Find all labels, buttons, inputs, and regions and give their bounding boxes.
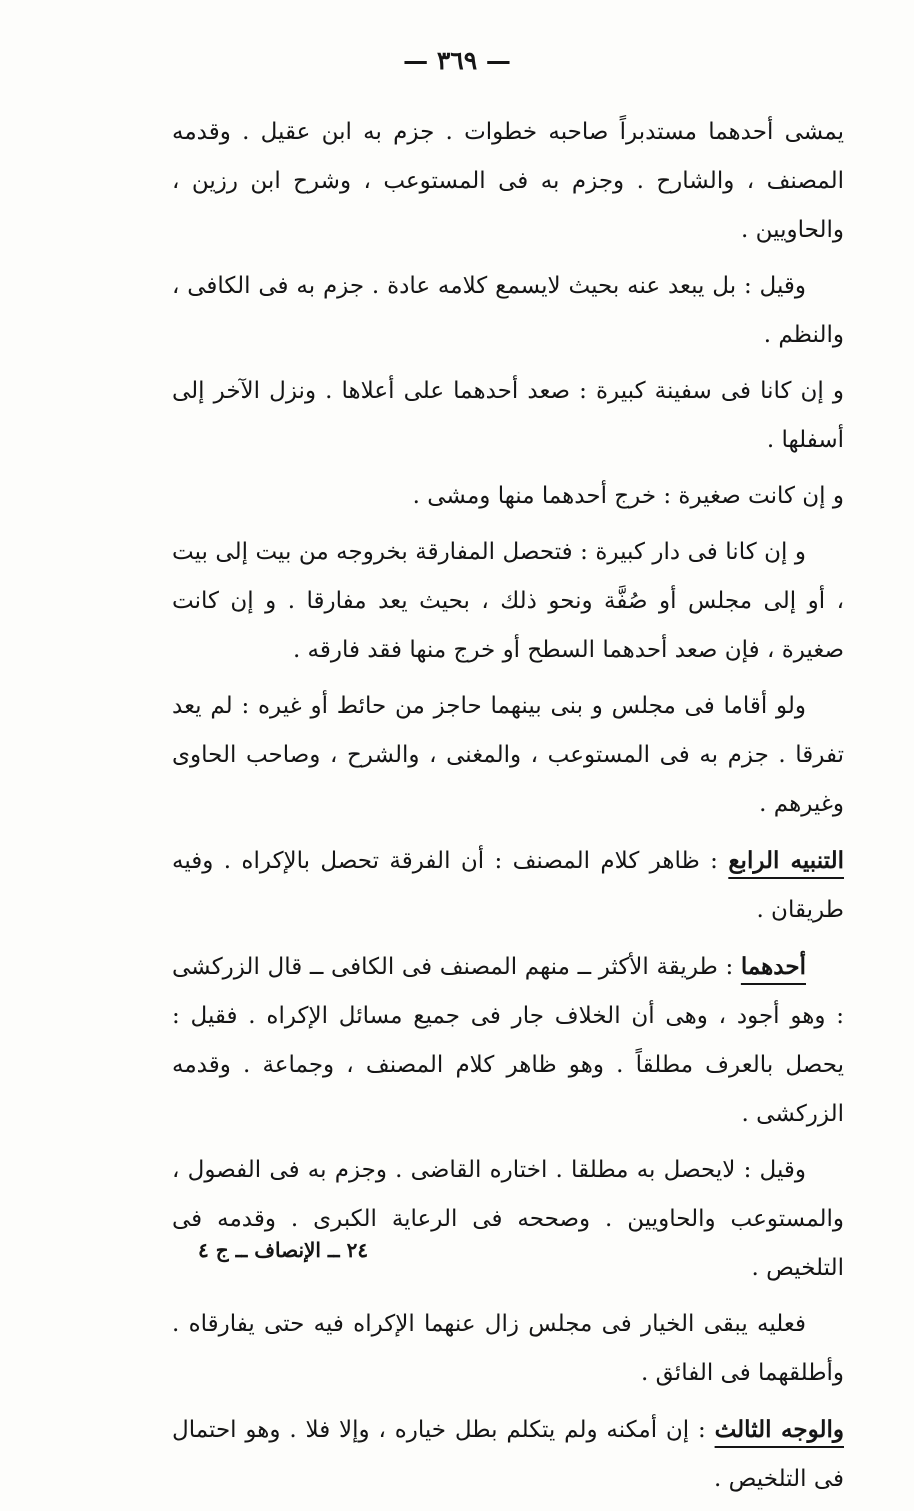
paragraph-7: التنبيه الرابع : ظاهر كلام المصنف : أن الفرقة تحصل بالإكراه . وفيه طريقان . <box>172 847 844 923</box>
signature-mark: ٢٤ ــ الإنصاف ــ ج ٤ <box>198 1238 369 1262</box>
paragraph-11: والوجه الثالث : إن أمكنه ولم يتكلم بطل خياره ، وإلا فلا . وهو احتمال فى التلخيص . <box>172 1416 844 1492</box>
paragraph-6: ولو أقاما فى مجلس و بنى بينهما حاجز من حائط أو غيره : لم يعد تفرقا . جزم به فى المستوعب ، والمغنى ، والشرح ، وصاحب الحاوى وغيرهم . <box>172 693 844 817</box>
paragraph-9: وقيل : لايحصل به مطلقا . اختاره القاضى . وجزم به فى الفصول ، والمستوعب والحاويين . وصححه فى الرعاية الكبرى . وقدمه فى التلخيص . <box>172 1157 844 1281</box>
paragraph-8: أحدهما : طريقة الأكثر ــ منهم المصنف فى الكافى ــ قال الزركشى : وهو أجود ، وهى أن الخلاف جار فى جميع مسائل الإكراه . فقيل : يحصل بالعرف مطلقاً . وهو ظاهر كلام المصنف ، وجماعة . وقدمه الزركشى . <box>172 953 844 1127</box>
paragraph-10: فعليه يبقى الخيار فى مجلس زال عنهما الإكراه فيه حتى يفارقاه . وأطلقهما فى الفائق . <box>172 1311 844 1386</box>
body-text <box>172 108 844 1511</box>
paragraph-4: و إن كانت صغيرة : خرج أحدهما منها ومشى . <box>412 483 844 509</box>
section-heading: أحدهما <box>740 953 806 980</box>
paragraph-5: و إن كانا فى دار كبيرة : فتحصل المفارقة بخروجه من بيت إلى بيت ، أو إلى مجلس أو صُفَّة ونحو ذلك ، بحيث يعد مفارقا . و إن كانت صغيرة ، فإن صعد أحدهما السطح أو خرج منها فقد فارقه . <box>172 539 844 663</box>
paragraph-2: وقيل : بل يبعد عنه بحيث لايسمع كلامه عادة . جزم به فى الكافى ، والنظم . <box>172 273 844 348</box>
section-heading: التنبيه الرابع <box>728 847 844 874</box>
page-number: — ٣٦٩ — <box>403 46 511 75</box>
paragraph-3: و إن كانا فى سفينة كبيرة : صعد أحدهما على أعلاها . ونزل الآخر إلى أسفلها . <box>172 378 844 453</box>
section-heading: والوجه الثالث <box>714 1416 844 1443</box>
paragraph-1: يمشى أحدهما مستدبراً صاحبه خطوات . جزم به ابن عقيل . وقدمه المصنف ، والشارح . وجزم به فى المستوعب ، وشرح ابن رزين ، والحاويين . <box>172 119 844 243</box>
